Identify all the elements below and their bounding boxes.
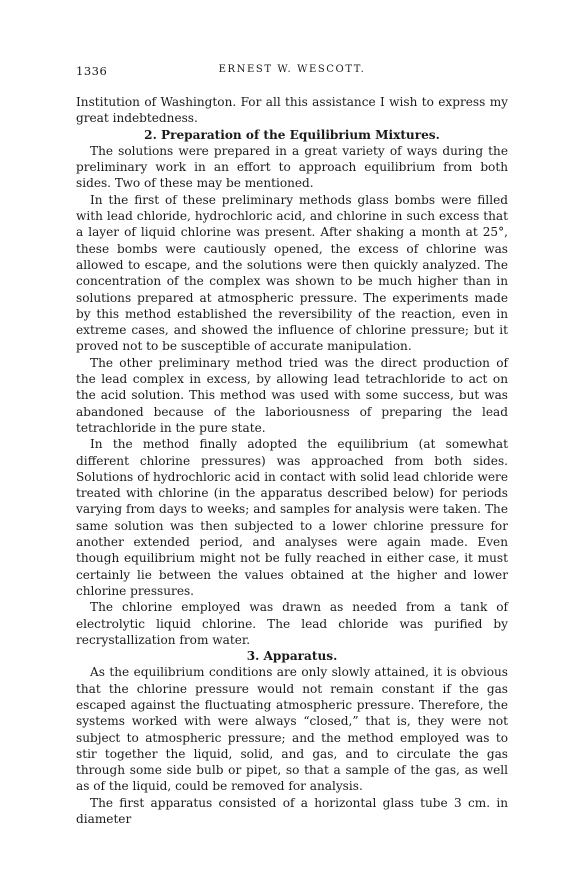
paragraph: The first apparatus consisted of a horizontal glass tube 3 cm. in diameter (76, 795, 508, 827)
paragraph: The solutions were prepared in a great variety of ways during the preliminary work in an effort to approach equilibrium from both sides. Two of these may be mentioned. (76, 143, 508, 191)
paragraph: The chlorine employed was drawn as needed from a tank of electrolytic liquid chlorine. The lead chloride was purified by recrystallization from water. (76, 600, 508, 647)
running-head (76, 64, 508, 82)
article-body (76, 94, 508, 827)
paragraph: In the method finally adopted the equilibrium (at somewhat different chlorine pressures) was approached from both sides. Solutions of hydrochloric acid in contact with solid lead chloride were treated with chlorine (in the apparatus described below) for periods varying from days to weeks; and samples for analysis were taken. The same solution was then subjected to a lower chlorine pressure for another extended period, and analyses were again made. Even though equilibrium might not be fully reached in either case, it must certainly lie between the values obtained at the higher and lower chlorine pressures. (76, 437, 508, 598)
paragraph-continuation: Institution of Washington. For all this assistance I wish to express my great indebtedness. (76, 95, 508, 126)
paragraph: In the first of these preliminary methods glass bombs were filled with lead chloride, hydrochloric acid, and chlorine in such excess that a layer of liquid chlorine was present. After shaking a month at 25°, these bombs were cautiously opened, the excess of chlorine was allowed to escape, and the solutions were then quickly analyzed. The concentration of the complex was shown to be much higher than in solutions prepared at atmospheric pressure. The experiments made by this method established the reversibility of the reaction, even in extreme cases, and showed the influence of chlorine pressure; but it proved not to be susceptible of accurate manipulation. (76, 192, 508, 354)
section-heading-apparatus: 3. Apparatus. (246, 649, 338, 664)
journal-page (76, 64, 508, 827)
running-head-author: ERNEST W. WESCOTT. (218, 64, 366, 75)
paragraph: The other preliminary method tried was the direct production of the lead complex in excess, by allowing lead tetrachloride to act on the acid solution. This method was used with some success, but was abandoned because of the laboriousness of preparing the lead tetrachloride in the pure state. (76, 355, 508, 435)
page-number: 1336 (76, 64, 108, 78)
paragraph: As the equilibrium conditions are only slowly attained, it is obvious that the chlorine pressure would not remain constant if the gas escaped against the fluctuating atmospheric pressure. Therefore, the systems worked with were always “closed,” that is, they were not subject to atmospheric pressure; and the method employed was to stir together the liquid, solid, and gas, and to circulate the gas through some side bulb or pipet, so that a sample of the gas, as well as of the liquid, could be removed for analysis. (76, 665, 508, 794)
section-heading-preparation: 2. Preparation of the Equilibrium Mixtures. (144, 127, 440, 142)
